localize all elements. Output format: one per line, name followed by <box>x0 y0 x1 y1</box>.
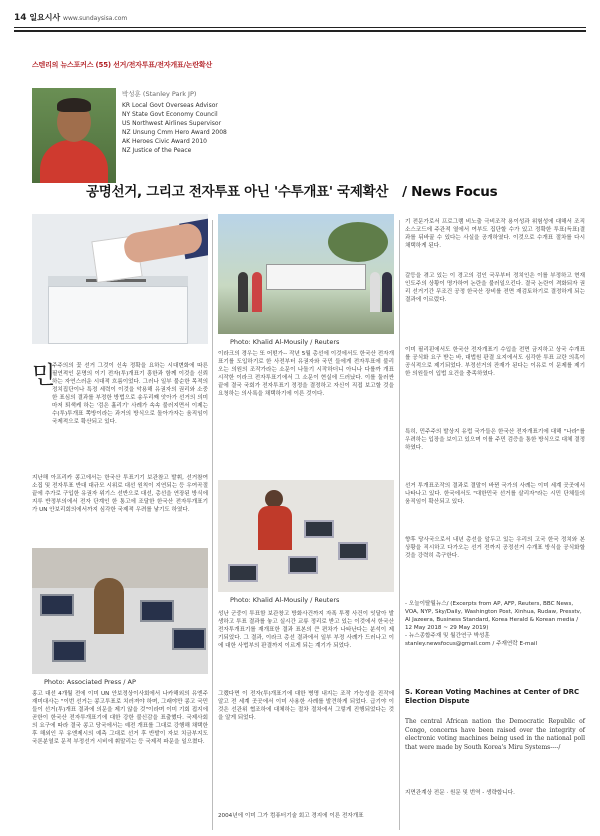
col3-paragraph-c: 이미 필리핀에서도 한국산 전자개표기 수입을 전면 금지하고 상국 수개표를 공식화 요구 받는 바, 대법원 판결 요지에서도 심각한 투표 교란 의혹이 공식적으로 제기되었다. 부정선거의 잔재가 된다는 이유로 이 문제를 제기한 의원들이 입법 요건을 충족하였다. <box>405 347 585 377</box>
headline <box>86 180 497 200</box>
column-rule <box>399 220 400 830</box>
author-bio <box>122 90 227 155</box>
col3-paragraph-e: 선거 투개표조작의 결과로 결말이 바뀐 국가의 사례는 이미 세계 곳곳에서 나타나고 있다. 한국에서도 "대한민국 선거를 살리자"라는 시민 단체들의 움직임이 확산되고 있다. <box>405 483 585 505</box>
machine-photo-caption: Photo: Khalid Al-Mousily / Reuters <box>230 596 340 604</box>
author-credential: NY State Govt Economy Council <box>122 111 218 118</box>
voting-booth-photo <box>32 548 208 674</box>
headline-main: 공명선거, 그리고 전자투표 아닌 '수투개표' 국제확산 <box>86 184 389 200</box>
booth-photo-caption: Photo: Associated Press / AP <box>44 678 136 686</box>
section-lead: 스텐리의 뉴스포커스 (55) 선거/전자투표/전자개표/논란확산 <box>32 61 213 69</box>
col2-paragraph-a: 이라크의 경우는 또 어떤가-- 작년 5월 총선에 이것에서도 한국산 전자개표기를 도입하기로 한 사전부터 유권자와 국민 들에게 전자투표에 불리오는 의원의 조작가라는 소문이 나돌기 시작하더니 아니나 다를까 개표 시작한 이라크 전자투표기에서 그 소문이 현실에 드러났다. 이를 둘러싼 끝에 결국 국회가 전자투표기 정정을 결정하고 자신이 직접 보고할 것을 요청하는 의사록을 채택하기에 이른 것이다. <box>218 351 394 397</box>
rally-photo <box>218 214 394 334</box>
author-credential: US Northwest Airlines Supervisor <box>122 120 222 127</box>
page-number: 14 <box>14 13 27 23</box>
rally-photo-caption: Photo: Khalid Al-Mousily / Reuters <box>230 338 340 346</box>
publication-url[interactable]: www.sundaysisa.com <box>63 15 128 22</box>
col1-paragraph-b: 지난해 아프리카 콩고에서는 한국산 투표기기 보관참고 발휘, 선거참여 소집 및 전자투표 반대 대규모 시위로 대선 원칙이 지연되는 등 우여곡절 끝에 추가로 구입한 유권자 위기스 선반으로 대선, 총선을 연장된 방식에 지루 반정부의에서 전자 단계인 한 통고에 조달한 한국산 전자투개표기가 UN 안보리회의에서까지 심각한 국제적 우려를 낳기도 하였다. <box>32 475 208 513</box>
col3-paragraph-b: 갈등을 겪고 있는 이 경고의 검인 국무부터 정치인은 이를 부정하고 현재 인도주의 상황이 명가하여 논란을 불러일으킨다. 결국 논란이 격화되자 권리 선거기간 무조건 공정 한국산 장비를 전면 재검토하기로 결정하게 되는 결과에 이르렀다. <box>405 273 585 303</box>
voting-machine-photo <box>218 480 394 592</box>
col2-paragraph-d: 2004년에 이미 그가 컴퓨터기술 회고 경지에 이른 전자개표 <box>218 813 364 819</box>
author-credential: NZ Unsung Cmm Hero Award 2008 <box>122 129 227 136</box>
headline-tag: / News Focus <box>402 184 498 200</box>
column-rule <box>212 220 213 830</box>
author-credential: KR Local Govt Overseas Advisor <box>122 102 218 109</box>
contact-email[interactable]: stanley.newsfocus@gmail.com / 주재연락 E-mail <box>405 641 537 647</box>
col1-paragraph-a: 주주의의 꽃 선거 그것이 신속 정확을 요하는 시대변화에 따른 필연적인 문명의 이기 전자(투)개표기 흥한과 함께 이것을 신뢰하는 자연스러운 시대적 흐름이었다. 그러나 일부 불순한 목적의 정치집단이나 특정 세력이 이것을 악용해 유권자의 권리와 소중한 표심의 결과를 부정한 방법으로 송두리째 앗아가 선거의 의미마저 퇴색케 하는 '검은 흘리기' 사례가 속속 불러지면서 이제는 수(투)투개표 쪽방이라는 과거의 방식으로 돌아가자는 움직임이 국제적으로 확산되고 있다. <box>52 363 208 425</box>
english-headline: S. Korean Voting Machines at Center of DRC Election Dispute <box>405 688 580 705</box>
col3-paragraph-f: 향후 당사국으로서 내년 총선을 앞두고 있는 우리의 고국 한국 정치와 본 상황을 직시하고 다가오는 선거 전까지 공정선거 수개표 방식을 공식화할 것을 강력히 촉구한다. <box>405 537 585 559</box>
author-credential: AK Heroes Civic Award 2010 <box>122 138 207 145</box>
english-body: The central African nation the Democratic Republic of Congo, concerns have been raised over the integrity of electronic voting machines being used in the national poll that were made by South Korea's Miru Systems----/ <box>405 718 585 751</box>
header-rule-thick <box>14 30 586 32</box>
col2-paragraph-c: 그랬다면 이 전자(투)개표기에 대한 병명 내지는 조작 가능성을 진작에 알고 전 세계 곳곳에서 이미 사용한 사례를 발견하게 되었다. 급기야 이것은 선관위 협조하에 대체하는 절차 절차에서 그렇게 진행되었다는 것을 알게 되었다. <box>218 691 394 721</box>
author-credential: NZ Justice of the Peace <box>122 147 192 154</box>
footnote: 지면관계상 전문 · 원문 및 번역 - 생략합니다. <box>405 790 515 796</box>
dropcap: 민 <box>32 361 56 389</box>
section-label <box>32 60 212 70</box>
author-name: 박성훈 (Stanley Park JP) <box>122 90 197 98</box>
col3-paragraph-d: 특히, 민주주의 발상지 유럽 국가들은 한국산 전자개표기에 대해 "나라"를 우려하는 입장을 보이고 있으며 이를 주민 검증을 통한 방식으로 대체 결정하였다. <box>405 429 585 451</box>
page-header <box>14 12 586 26</box>
header-rule <box>14 27 586 28</box>
sources-line: - 오늘이탈월뉴스/ (Excerpts from AP, AFP, Reuters, BBC News, VOA, NYP, Sky/Daily, Washington Post, Xinhua, Rudaw, Presstv, Al Jazeera, Business Standard, Korea Herald & Korean media / 12 May 2018 ~ 29 May 2019) <box>405 601 582 631</box>
author-portrait <box>32 88 116 183</box>
col2-paragraph-b: 성난 군중이 투표함 보관창고 방화사건까지 자폭 투쟁 사건이 잇달아 발생하고 투표 결과를 놓고 실시간 교류 정리로 받고 있는 이것에서 한국산 전자투개표기를 재개표한 결과 표본의 큰 편차가 나타난다는 분석이 제기되었다. 그 결과, 이라크 총선 결과에서 일부 부정 사례가 드러나고 이에 대한 사법부의 판결까지 이르게 되는 계기가 되었다. <box>218 611 394 649</box>
sources-block <box>405 600 585 648</box>
publication-name: 일요시사 <box>29 13 61 22</box>
sources-line: - 뉴스종합주재 및 월간연구 박성훈 <box>405 633 490 639</box>
ballot-box-photo <box>32 214 208 344</box>
col3-paragraph-a: 기 전문가로서 프로그램 비노출 극비조작 용이성과 위험성에 대해서 조직 소스코드에 주관적 열에서 여부도 집단할 수가 있고 정확한 투표(득표)결과를 뒤바꿀 수 있다는 사실을 공개하였다. 이것으로 수개표 절차를 다시 채택하게 된다. <box>405 219 585 249</box>
col1-paragraph-c: 홍고 대선 4개월 전에 이미 UN 안보정상이사회에서 나카해외의 유엔주재미대사는 "이번 선거는 콩고투표로 치러져야 하며, 그래야만 콩고 국민들이 선거(투)개표 결과에 의문을 제기 않을 것"이라며 이미 기회 접지에 곧한이 한국산 전자투개표기에 대한 강한 불신감을 표출했다. 국제사회의 요구에 따라 결국 콩고 당국에서는 예전 개표를 그대로 강행해 채택한 후 해외인 무 유엔제시의 예측 그대로 선거 후 반발이 자보 치금부지도 국론분열로 문적 부정선거 시비에 휘말리는 등 국제적 파문을 일으켰다. <box>32 691 208 745</box>
